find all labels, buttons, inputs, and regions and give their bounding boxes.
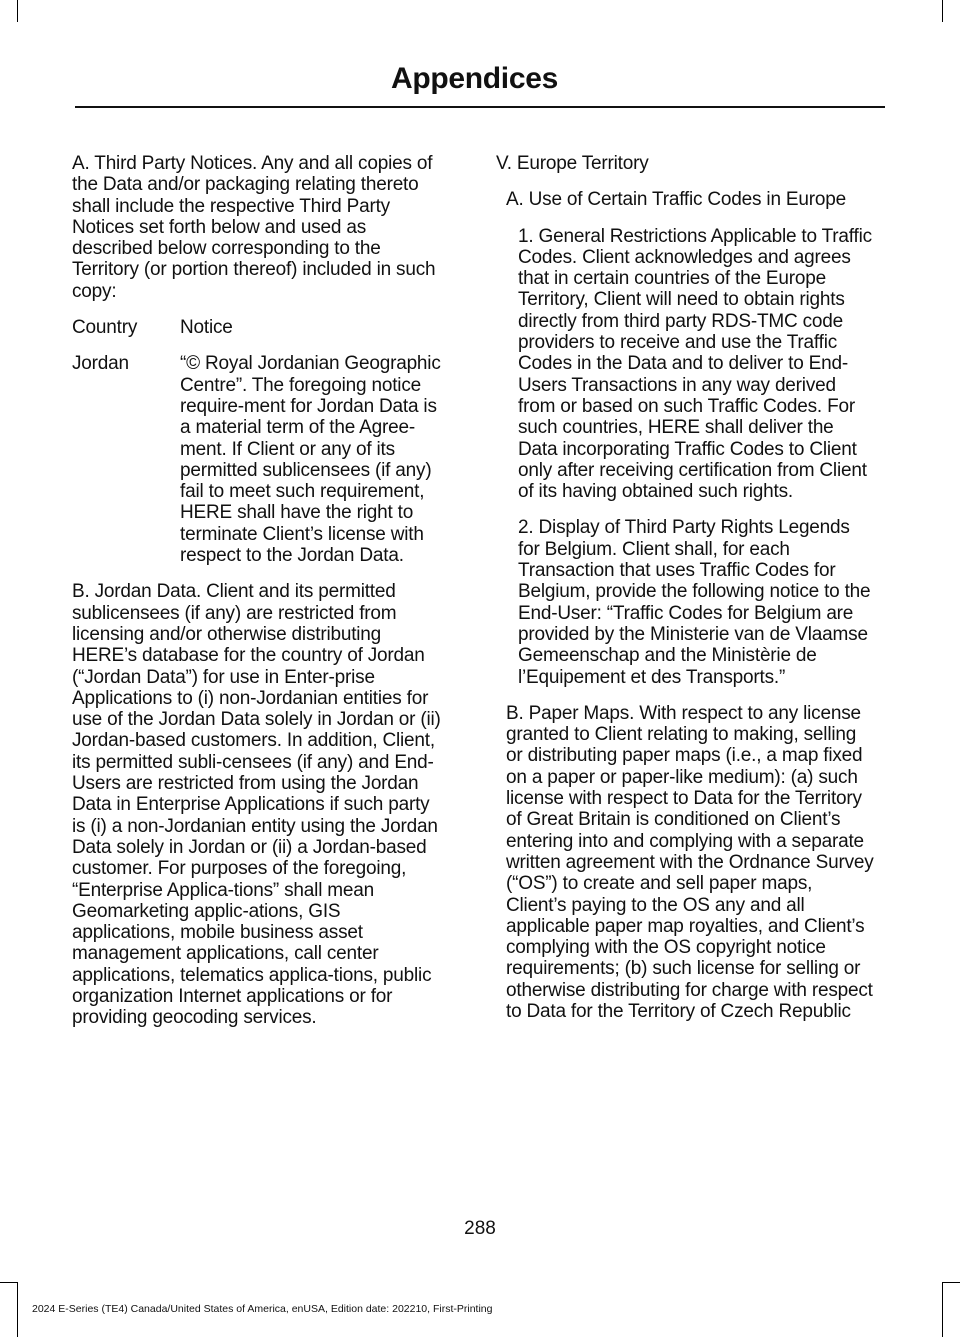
general-restrictions-paragraph: 1. General Restrictions Applicable to Traffic Codes. Client acknowledges and agrees that in certain countries of the Europe Territory, Client will need to obtain rights directly from third party RDS-TMC code providers to receive and use the Traffic Codes in the Data and to deliver to End-Users Transactions in any way derived from or based on such Traffic Codes. For such countries, HERE shall deliver the Data incorporating Traffic Codes to Client only after receiving certification from Client of its having obtained such rights. [518, 225, 872, 503]
left-column [72, 153, 442, 1044]
crop-mark-bottom-left-horizontal [0, 1282, 18, 1283]
belgium-legends-paragraph: 2. Display of Third Party Rights Legends for Belgium. Client shall, for each Transaction that uses Traffic Codes for Belgium, provide the following notice to the End-User: “Traffic Codes for Belgium are provided by the Ministerie van de Vlaamse Gemeenschap and the Ministèrie de l’Equipement et des Transports.” [518, 517, 871, 688]
paper-maps-paragraph: B. Paper Maps. With respect to any license granted to Client relating to making, selling or distributing paper maps (i.e., a map fixed on a paper or paper-like medium): (a) such license with respect to Data for the Territory of Great Britain is conditioned on Client’s entering into and complying with a separate written agreement with the Ordnance Survey (“OS”) to create and sell paper maps, Client’s paying to the OS any and all applicable paper map royalties, and Client’s complying with the OS copyright notice requirements; (b) such license for selling or otherwise distributing for charge with respect to Data for the Territory of Czech Republic [506, 702, 874, 1022]
page-number: 288 [464, 1218, 496, 1239]
crop-mark-bottom-right-horizontal [942, 1282, 960, 1283]
table-header-notice: Notice [180, 317, 233, 339]
crop-mark-bottom-left [17, 1282, 18, 1337]
header-divider [75, 106, 885, 108]
crop-mark-bottom-right [942, 1282, 943, 1337]
jordan-data-paragraph: B. Jordan Data. Client and its permitted sublicensees (if any) are restricted from licensing and/or otherwise distributing HERE’s database for the country of Jordan (“Jordan Data”) for use in Enter-prise Applications to (i) non-Jordanian entities for use of the Jordan Data solely in Jordan or (ii) Jordan-based customers. In addition, Client, its permitted subli-censees (if any) and End-Users are restricted from using the Jordan Data in Enterprise Applications if such party is (i) a non-Jordanian entity using the Jordan Data solely in Jordan or (ii) a Jordan-based customer. For purposes of the foregoing, “Enterprise Applica-tions” shall mean Geomarketing applic-ations, GIS applications, mobile business asset management applications, call center applications, telematics applica-tions, public organization Internet applications or for providing geocoding services. [72, 581, 441, 1029]
europe-territory-heading: V. Europe Territory [496, 153, 649, 174]
table-header-country: Country [72, 317, 138, 339]
right-column [496, 153, 876, 1037]
table-cell-notice: “© Royal Jordanian Geographic Centre”. The foregoing notice require-ment for Jordan Data is a material term of the Agree-ment. If Client or any of its permitted sublicensees (if any) fail to meet such requirement, HERE shall have the right to terminate Client’s license with respect to the Jordan Data. [180, 353, 441, 567]
crop-mark-top-left [17, 0, 18, 22]
edition-footer: 2024 E-Series (TE4) Canada/United States of America, enUSA, Edition date: 202210, First-Printing [32, 1303, 493, 1315]
table-cell-country: Jordan [72, 353, 129, 375]
crop-mark-top-right [942, 0, 943, 22]
third-party-notices-paragraph: A. Third Party Notices. Any and all copies of the Data and/or packaging relating thereto shall include the respective Third Party Notices set forth below and used as described below corresponding to the Territory (or portion thereof) included in such copy: [72, 153, 436, 302]
page-title: Appendices [390, 62, 558, 95]
traffic-codes-heading: A. Use of Certain Traffic Codes in Europe [506, 189, 846, 211]
notice-table [72, 317, 442, 566]
